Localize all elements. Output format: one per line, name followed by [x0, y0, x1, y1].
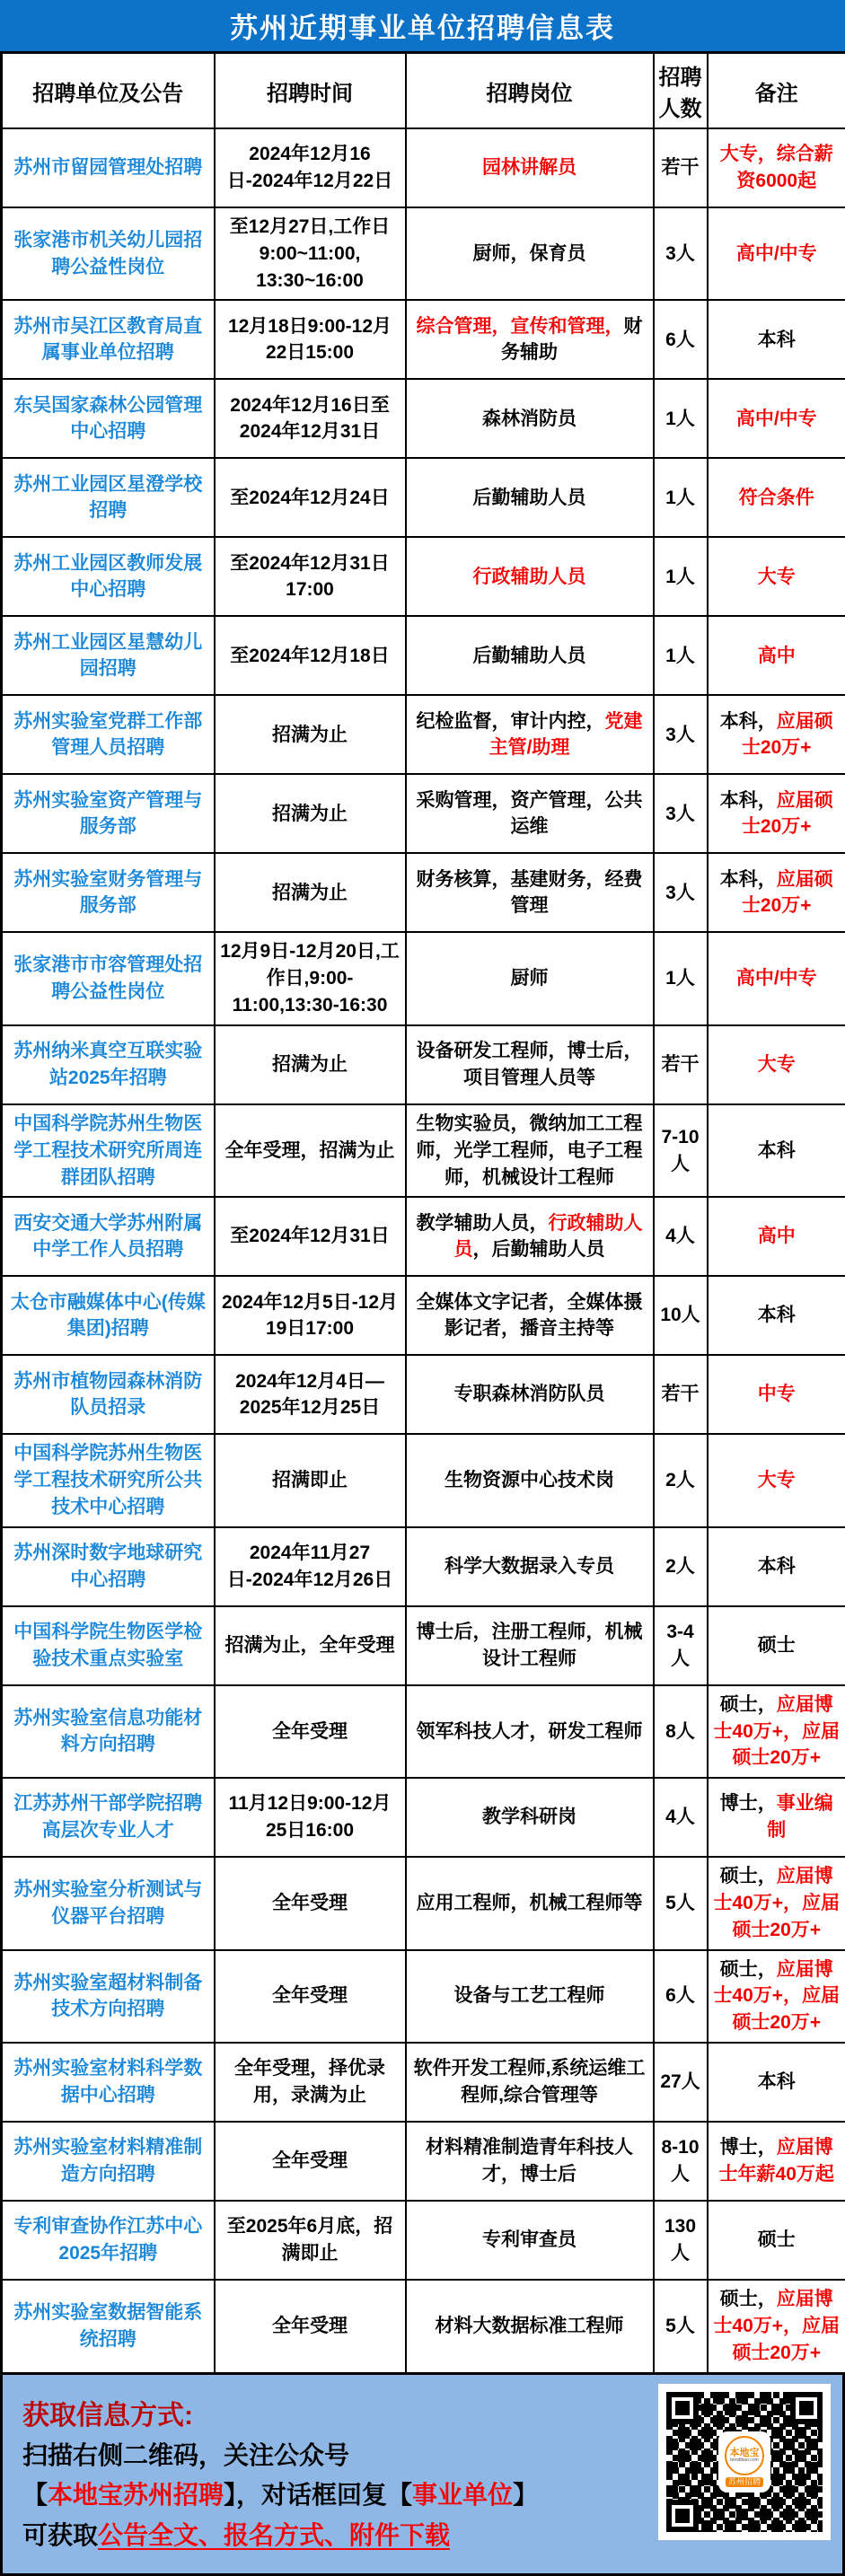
plain-text: 生物实验员，微纳加工工程师，光学工程师，电子工程师，机械设计工程师: [417, 1113, 643, 1188]
unit-link[interactable]: 苏州实验室数据智能系统招聘: [13, 2302, 202, 2350]
unit-cell: [2, 458, 215, 537]
remarks-cell: [708, 1197, 845, 1276]
unit-link[interactable]: 苏州工业园区星慧幼儿园招聘: [13, 632, 202, 680]
plain-text: 森林消防员: [482, 409, 577, 429]
unit-cell: [2, 128, 215, 207]
highlighted-text: 应届博士40万+，应届硕士20万+: [713, 1866, 840, 1940]
plain-text: 厨师: [511, 968, 549, 989]
plain-text: 硕士，: [720, 1694, 777, 1715]
positions-cell: [406, 1197, 654, 1276]
qr-logo-site: bendibao.com: [730, 2458, 758, 2464]
table-row: [2, 774, 845, 853]
highlighted-text: 大专，综合薪资6000起: [720, 144, 833, 191]
highlighted-text: 本地宝苏州招聘: [48, 2481, 224, 2509]
table-row: [2, 1950, 845, 2043]
time-cell: 招满为止: [215, 853, 406, 932]
plain-text: 科学大数据录入专员: [445, 1556, 614, 1577]
table-row: [2, 1197, 845, 1276]
unit-link[interactable]: 苏州实验室超材料制备技术方向招聘: [13, 1973, 202, 2020]
positions-cell: [406, 616, 654, 695]
time-cell: 至2025年6月底，招满即止: [215, 2201, 406, 2280]
table-row: [2, 2201, 845, 2280]
table-row: [2, 1527, 845, 1606]
time-cell: 2024年12月16日-2024年12月22日: [215, 128, 406, 207]
plain-text: 博士，: [720, 1793, 777, 1814]
unit-cell: [2, 1276, 215, 1355]
table-row: [2, 128, 845, 207]
table-row: [2, 537, 845, 616]
unit-link[interactable]: 专利审查协作江苏中心2025年招聘: [13, 2216, 202, 2264]
time-cell: 至2024年12月18日: [215, 616, 406, 695]
plain-text: 本科，: [720, 711, 777, 732]
unit-cell: [2, 2280, 215, 2373]
table-row: [2, 1104, 845, 1197]
count-cell: 1人: [654, 458, 708, 537]
unit-cell: [2, 774, 215, 853]
count-cell: 6人: [654, 1950, 708, 2043]
count-cell: 8人: [654, 1685, 708, 1778]
table-row: [2, 616, 845, 695]
count-cell: 4人: [654, 1778, 708, 1857]
column-header-3: 招聘岗位: [406, 53, 654, 129]
remarks-cell: [708, 2122, 845, 2201]
unit-link[interactable]: 苏州实验室材料科学数据中心招聘: [13, 2058, 202, 2106]
count-cell: 3人: [654, 774, 708, 853]
count-cell: 若干: [654, 1355, 708, 1434]
count-cell: 1人: [654, 932, 708, 1024]
unit-link[interactable]: 中国科学院苏州生物医学工程技术研究所公共技术中心招聘: [13, 1443, 202, 1517]
highlighted-text: 事业编制: [767, 1793, 833, 1841]
unit-cell: [2, 2122, 215, 2201]
highlighted-text: 高中/中专: [736, 243, 817, 264]
table-row: [2, 1434, 845, 1526]
remarks-cell: [708, 1857, 845, 1949]
unit-cell: [2, 1355, 215, 1434]
plain-text: 本科: [758, 1305, 796, 1325]
unit-link[interactable]: 苏州工业园区教师发展中心招聘: [13, 553, 202, 601]
positions-cell: [406, 1104, 654, 1197]
highlighted-text: 符合条件: [739, 488, 814, 508]
highlighted-text: 党建主管/助理: [489, 711, 643, 759]
positions-cell: [406, 774, 654, 853]
footer-line-1: 扫描右侧二维码，关注公众号: [22, 2439, 634, 2473]
plain-text: 硕士，: [720, 1959, 777, 1980]
plain-text: ，后勤辅助人员: [473, 1239, 605, 1260]
table-row: [2, 1685, 845, 1778]
time-cell: 招满为止: [215, 695, 406, 774]
unit-cell: [2, 300, 215, 379]
remarks-cell: [708, 1276, 845, 1355]
remarks-cell: [708, 932, 845, 1024]
count-cell: 27人: [654, 2043, 708, 2122]
remarks-cell: [708, 379, 845, 458]
positions-cell: [406, 1857, 654, 1949]
plain-text: 材料大数据标准工程师: [436, 2316, 624, 2336]
unit-cell: [2, 1197, 215, 1276]
time-cell: 至12月27日,工作日9:00~11:00, 13:30~16:00: [215, 207, 406, 300]
plain-text: 纪检监督，审计内控，: [417, 711, 605, 732]
unit-link[interactable]: 东吴国家森林公园管理中心招聘: [13, 395, 202, 443]
unit-link[interactable]: 太仓市融媒体中心(传媒集团)招聘: [11, 1292, 206, 1340]
unit-link[interactable]: 苏州实验室资产管理与服务部: [13, 790, 202, 838]
unit-link[interactable]: 苏州市留园管理处招聘: [13, 157, 202, 178]
count-cell: 若干: [654, 1025, 708, 1104]
column-header-4: 招聘人数: [654, 53, 708, 129]
time-cell: 12月9日-12月20日,工作日,9:00-11:00,13:30-16:30: [215, 932, 406, 1024]
time-cell: 全年受理，招满为止: [215, 1104, 406, 1197]
unit-cell: [2, 932, 215, 1024]
column-header-1: 招聘单位及公告: [2, 53, 215, 129]
footer-line-2: [22, 2478, 634, 2512]
time-cell: 全年受理: [215, 1950, 406, 2043]
table-row: [2, 1355, 845, 1434]
highlighted-text: 高中: [758, 1226, 796, 1246]
remarks-cell: [708, 616, 845, 695]
plain-text: 材料精准制造青年科技人才，博士后: [426, 2137, 633, 2185]
count-cell: 1人: [654, 379, 708, 458]
table-row: [2, 2280, 845, 2373]
count-cell: 3人: [654, 207, 708, 300]
table-row: [2, 1025, 845, 1104]
unit-link[interactable]: 中国科学院苏州生物医学工程技术研究所周连群团队招聘: [13, 1113, 202, 1188]
count-cell: 10人: [654, 1276, 708, 1355]
time-cell: 全年受理: [215, 1857, 406, 1949]
remarks-cell: [708, 1950, 845, 2043]
remarks-cell: [708, 2043, 845, 2122]
unit-cell: [2, 1025, 215, 1104]
table-row: [2, 1276, 845, 1355]
positions-cell: [406, 1527, 654, 1606]
count-cell: 1人: [654, 616, 708, 695]
table-row: [2, 207, 845, 300]
unit-cell: [2, 1434, 215, 1526]
count-cell: 3-4人: [654, 1606, 708, 1685]
plain-text: 硕士: [758, 2229, 796, 2250]
plain-text: 】: [513, 2481, 538, 2509]
positions-cell: [406, 300, 654, 379]
positions-cell: [406, 853, 654, 932]
count-cell: 7-10人: [654, 1104, 708, 1197]
plain-text: 本科，: [720, 790, 777, 811]
remarks-cell: [708, 1104, 845, 1197]
count-cell: 1人: [654, 537, 708, 616]
time-cell: 招满为止，全年受理: [215, 1606, 406, 1685]
unit-link[interactable]: 苏州深时数字地球研究中心招聘: [13, 1543, 202, 1590]
count-cell: 5人: [654, 2280, 708, 2373]
qr-logo-text: 本地宝: [730, 2448, 760, 2458]
time-cell: 12月18日9:00-12月22日15:00: [215, 300, 406, 379]
time-cell: 全年受理: [215, 2122, 406, 2201]
remarks-cell: [708, 2280, 845, 2373]
positions-cell: [406, 1606, 654, 1685]
plain-text: 全媒体文字记者，全媒体摄影记者，播音主持等: [417, 1292, 643, 1340]
highlighted-text: 行政辅助人员: [473, 567, 586, 587]
table-row: [2, 1606, 845, 1685]
unit-link[interactable]: 苏州实验室财务管理与服务部: [13, 869, 202, 917]
time-cell: 2024年11月27日-2024年12月26日: [215, 1527, 406, 1606]
plain-text: 后勤辅助人员: [473, 488, 586, 508]
positions-cell: [406, 1025, 654, 1104]
plain-text: 硕士，: [720, 2289, 777, 2309]
plain-text: 设备与工艺工程师: [454, 1985, 605, 2006]
footer-line-3: [22, 2519, 634, 2553]
unit-link[interactable]: 苏州实验室材料精准制造方向招聘: [13, 2137, 202, 2185]
count-cell: 2人: [654, 1434, 708, 1526]
highlighted-text[interactable]: 公告全文、报名方式、附件下载: [98, 2521, 450, 2549]
highlighted-text: 高中/中专: [736, 409, 817, 429]
plain-text: 专职森林消防队员: [454, 1384, 605, 1404]
plain-text: 财务核算，基建财务，经费管理: [417, 869, 643, 917]
unit-link[interactable]: 苏州纳米真空互联实验站2025年招聘: [13, 1041, 202, 1088]
plain-text: 软件开发工程师,系统运维工程师,综合管理等: [414, 2058, 646, 2106]
time-cell: 2024年12月16日至2024年12月31日: [215, 379, 406, 458]
count-cell: 5人: [654, 1857, 708, 1949]
unit-link[interactable]: 苏州实验室信息功能材料方向招聘: [13, 1708, 202, 1755]
time-cell: 全年受理: [215, 1685, 406, 1778]
column-header-5: 备注: [708, 53, 845, 129]
table-row: [2, 695, 845, 774]
plain-text: 硕士: [758, 1635, 796, 1656]
plain-text: 博士，: [720, 2137, 777, 2158]
table-row: [2, 1778, 845, 1857]
plain-text: 本科: [758, 1556, 796, 1577]
qr-logo: [718, 2431, 770, 2492]
positions-cell: [406, 128, 654, 207]
highlighted-text: 综合管理，宣传和管理，: [417, 316, 624, 337]
unit-cell: [2, 616, 215, 695]
unit-link[interactable]: 苏州市吴江区教育局直属事业单位招聘: [13, 316, 202, 364]
positions-cell: [406, 379, 654, 458]
time-cell: 招满即止: [215, 1434, 406, 1526]
highlighted-text: 应届博士40万+，应届硕士20万+: [713, 1694, 840, 1769]
unit-link[interactable]: 苏州实验室分析测试与仪器平台招聘: [13, 1879, 202, 1927]
time-cell: 至2024年12月31日17:00: [215, 537, 406, 616]
remarks-cell: [708, 1355, 845, 1434]
highlighted-text: 应届博士年薪40万起: [719, 2137, 834, 2185]
unit-cell: [2, 1950, 215, 2043]
unit-cell: [2, 2043, 215, 2122]
unit-link[interactable]: 张家港市市容管理处招聘公益性岗位: [13, 954, 202, 1002]
unit-cell: [2, 207, 215, 300]
table-row: [2, 458, 845, 537]
remarks-cell: [708, 1527, 845, 1606]
unit-cell: [2, 1527, 215, 1606]
plain-text: 采购管理，资产管理，公共运维: [417, 790, 643, 838]
unit-link[interactable]: 中国科学院生物医学检验技术重点实验室: [13, 1622, 202, 1669]
table-row: [2, 1857, 845, 1949]
unit-cell: [2, 695, 215, 774]
remarks-cell: [708, 207, 845, 300]
qr-code: [658, 2384, 831, 2540]
unit-link[interactable]: 江苏苏州干部学院招聘高层次专业人才: [13, 1793, 202, 1841]
highlighted-text: 事业单位: [412, 2481, 513, 2509]
plain-text: 设备研发工程师，博士后，项目管理人员等: [417, 1041, 643, 1088]
qr-logo-subtext: 苏州招聘: [726, 2477, 763, 2488]
highlighted-text: 大专: [758, 1054, 796, 1075]
remarks-cell: [708, 1434, 845, 1526]
unit-cell: [2, 537, 215, 616]
positions-cell: [406, 1778, 654, 1857]
highlighted-text: 大专: [758, 1470, 796, 1490]
plain-text: 本科: [758, 2071, 796, 2092]
positions-cell: [406, 1950, 654, 2043]
unit-cell: [2, 1606, 215, 1685]
unit-link[interactable]: 张家港市机关幼儿园招聘公益性岗位: [13, 230, 202, 277]
plain-text: 生物资源中心技术岗: [445, 1470, 614, 1490]
unit-link[interactable]: 苏州市植物园森林消防队员招录: [13, 1371, 202, 1419]
plain-text: 教学辅助人员，: [417, 1213, 549, 1234]
table-row: [2, 2043, 845, 2122]
qr-logo-circle: [725, 2436, 764, 2475]
unit-cell: [2, 1857, 215, 1949]
highlighted-text: 应届硕士20万+: [742, 869, 833, 917]
table-row: [2, 300, 845, 379]
remarks-cell: [708, 1606, 845, 1685]
highlighted-text: 行政辅助人员: [454, 1213, 643, 1261]
remarks-cell: [708, 537, 845, 616]
positions-cell: [406, 1276, 654, 1355]
positions-cell: [406, 1685, 654, 1778]
plain-text: 教学科研岗: [482, 1807, 577, 1827]
count-cell: 6人: [654, 300, 708, 379]
highlighted-text: 园林讲解员: [482, 157, 577, 178]
footer-heading: 获取信息方式:: [22, 2393, 634, 2432]
time-cell: 2024年12月5日-12月19日17:00: [215, 1276, 406, 1355]
count-cell: 3人: [654, 853, 708, 932]
plain-text: 领军科技人才，研发工程师: [417, 1721, 643, 1742]
plain-text: 本科: [758, 330, 796, 350]
plain-text: 财务辅助: [501, 316, 643, 364]
unit-cell: [2, 1778, 215, 1857]
count-cell: 4人: [654, 1197, 708, 1276]
positions-cell: [406, 2280, 654, 2373]
time-cell: 全年受理，择优录用，录满为止: [215, 2043, 406, 2122]
remarks-cell: [708, 853, 845, 932]
recruitment-table: [0, 51, 845, 2375]
positions-cell: [406, 2201, 654, 2280]
remarks-cell: [708, 300, 845, 379]
time-cell: 招满为止: [215, 774, 406, 853]
count-cell: 3人: [654, 695, 708, 774]
qr-finder-icon: [666, 2392, 699, 2424]
remarks-cell: [708, 1778, 845, 1857]
plain-text: 硕士，: [720, 1866, 777, 1886]
qr-pattern: [666, 2392, 823, 2532]
plain-text: 专利审查员: [482, 2229, 577, 2250]
unit-link[interactable]: 西安交通大学苏州附属中学工作人员招聘: [13, 1213, 202, 1261]
positions-cell: [406, 695, 654, 774]
table-header-row: [2, 53, 845, 129]
table-row: [2, 379, 845, 458]
time-cell: 招满为止: [215, 1025, 406, 1104]
highlighted-text: 大专: [758, 567, 796, 587]
remarks-cell: [708, 2201, 845, 2280]
highlighted-text: 应届博士40万+，应届硕士20万+: [713, 2289, 840, 2363]
positions-cell: [406, 207, 654, 300]
plain-text: 可获取: [22, 2521, 98, 2549]
plain-text: 应用工程师，机械工程师等: [417, 1893, 643, 1913]
remarks-cell: [708, 695, 845, 774]
time-cell: 至2024年12月24日: [215, 458, 406, 537]
remarks-cell: [708, 458, 845, 537]
table-row: [2, 2122, 845, 2201]
unit-cell: [2, 379, 215, 458]
plain-text: 】，对话框回复【: [224, 2481, 412, 2509]
plain-text: 后勤辅助人员: [473, 646, 586, 666]
unit-link[interactable]: 苏州实验室党群工作部管理人员招聘: [13, 711, 202, 759]
plain-text: 本科: [758, 1140, 796, 1161]
plain-text: 本科，: [720, 869, 777, 890]
highlighted-text: 应届博士40万+，应届硕士20万+: [713, 1959, 840, 2034]
time-cell: 2024年12月4日—2025年12月25日: [215, 1355, 406, 1434]
remarks-cell: [708, 128, 845, 207]
plain-text: 博士后，注册工程师，机械设计工程师: [417, 1622, 643, 1669]
table-row: [2, 932, 845, 1024]
count-cell: 若干: [654, 128, 708, 207]
remarks-cell: [708, 774, 845, 853]
plain-text: 厨师，保育员: [473, 243, 586, 264]
unit-cell: [2, 853, 215, 932]
column-header-2: 招聘时间: [215, 53, 406, 129]
count-cell: 2人: [654, 1527, 708, 1606]
page-title: 苏州近期事业单位招聘信息表: [0, 0, 845, 51]
unit-cell: [2, 2201, 215, 2280]
highlighted-text: 高中/中专: [736, 968, 817, 989]
time-cell: 至2024年12月31日: [215, 1197, 406, 1276]
highlighted-text: 中专: [758, 1384, 796, 1404]
positions-cell: [406, 1355, 654, 1434]
positions-cell: [406, 537, 654, 616]
positions-cell: [406, 2122, 654, 2201]
positions-cell: [406, 1434, 654, 1526]
qr-finder-icon: [666, 2500, 699, 2532]
footer-panel: [0, 2375, 845, 2576]
positions-cell: [406, 2043, 654, 2122]
remarks-cell: [708, 1685, 845, 1778]
unit-cell: [2, 1685, 215, 1778]
positions-cell: [406, 932, 654, 1024]
plain-text: 【: [22, 2481, 48, 2509]
unit-link[interactable]: 苏州工业园区星澄学校招聘: [13, 474, 202, 522]
count-cell: 130人: [654, 2201, 708, 2280]
count-cell: 8-10人: [654, 2122, 708, 2201]
qr-finder-icon: [790, 2392, 823, 2424]
time-cell: 11月12日9:00-12月25日16:00: [215, 1778, 406, 1857]
highlighted-text: 高中: [758, 646, 796, 666]
unit-cell: [2, 1104, 215, 1197]
positions-cell: [406, 458, 654, 537]
highlighted-text: 应届硕士20万+: [742, 711, 833, 759]
highlighted-text: 应届硕士20万+: [742, 790, 833, 838]
remarks-cell: [708, 1025, 845, 1104]
table-row: [2, 853, 845, 932]
time-cell: 全年受理: [215, 2280, 406, 2373]
